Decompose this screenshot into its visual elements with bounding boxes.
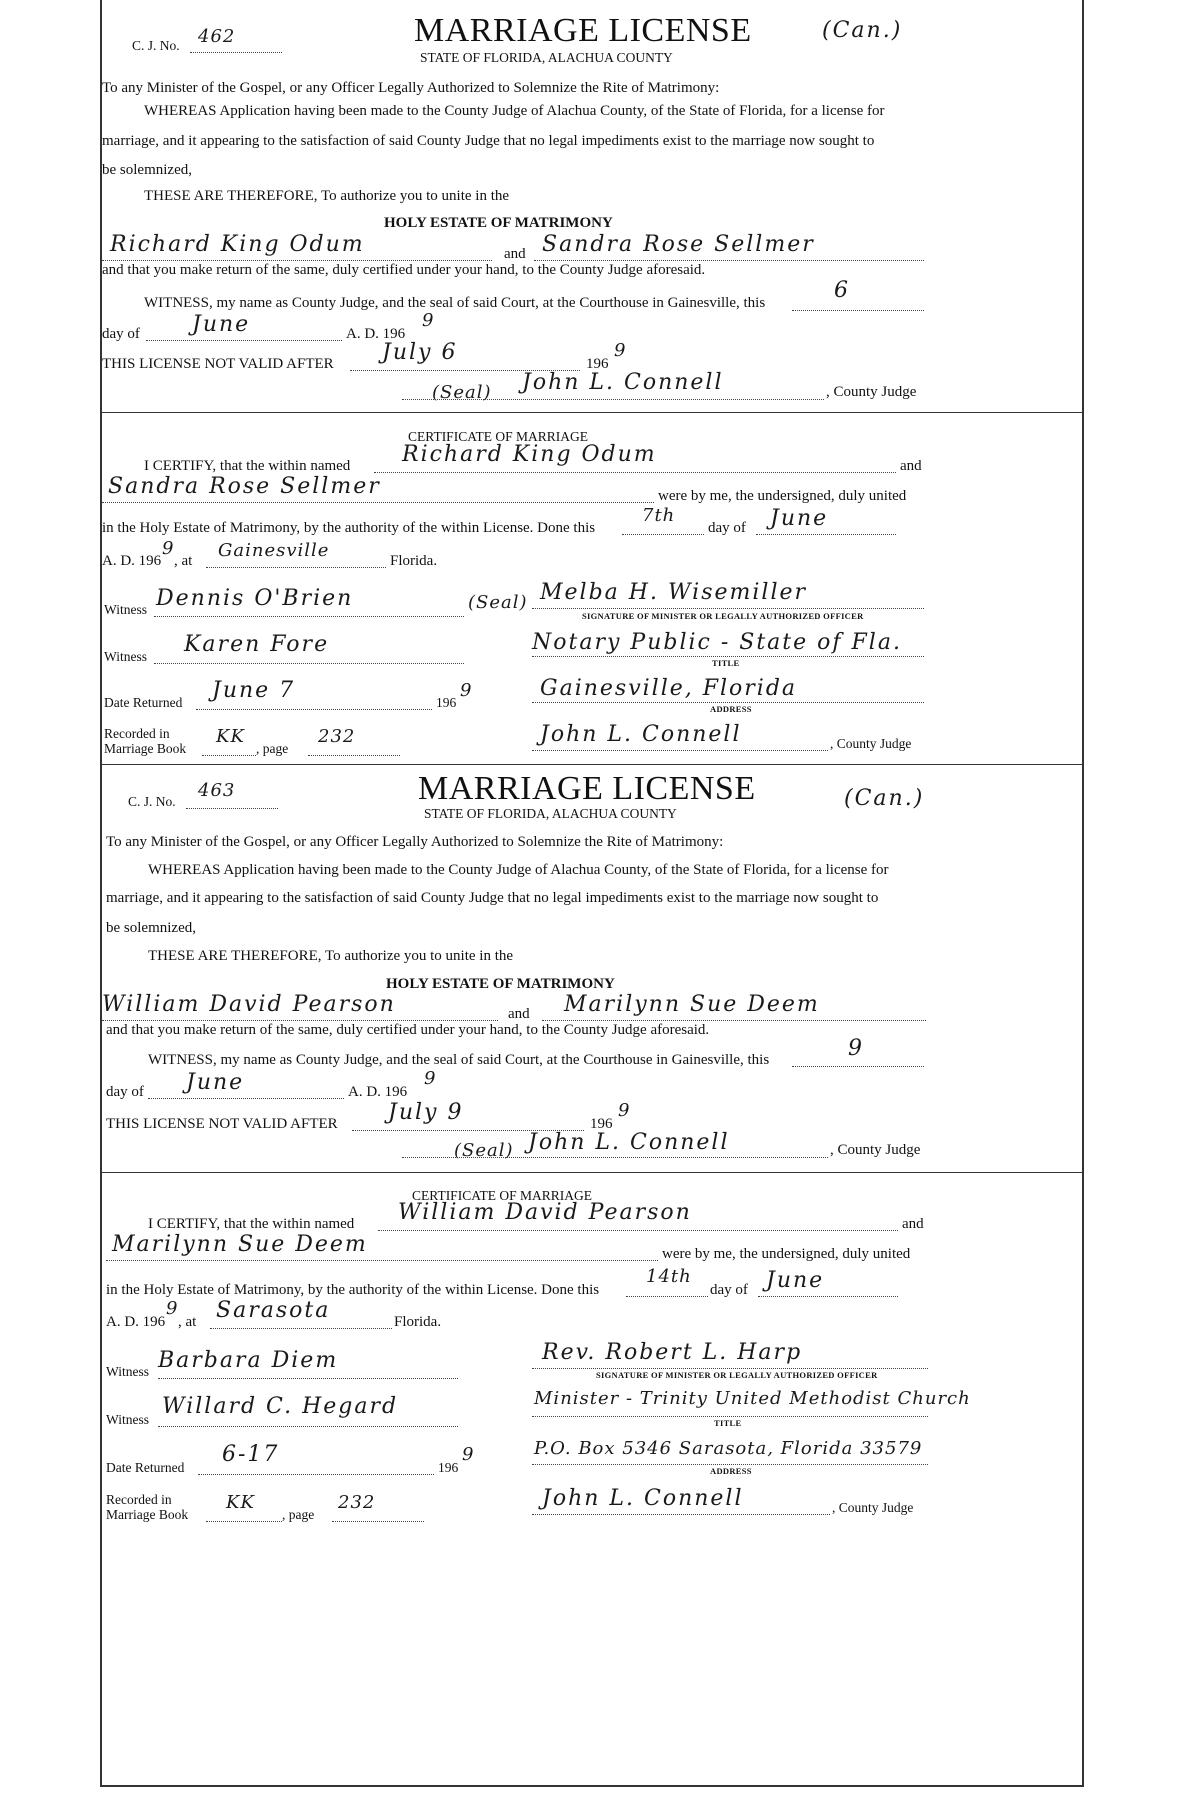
holy-estate-heading: HOLY ESTATE OF MATRIMONY (386, 976, 615, 992)
certify-text: I CERTIFY, that the within named (148, 1216, 355, 1232)
returned-year-digit: 9 (460, 680, 473, 701)
cert-florida-label: Florida. (394, 1314, 442, 1330)
witness-day: 6 (834, 278, 850, 303)
not-valid-year-label: 196 (590, 1116, 613, 1132)
ad-label: A. D. 196 (348, 1084, 408, 1100)
title-caption: TITLE (712, 658, 740, 668)
not-valid-date: July 9 (388, 1100, 464, 1125)
day-of-label: day of (106, 1084, 144, 1100)
witness-2-label: Witness (106, 1412, 149, 1427)
cj-label: C. J. No. (128, 794, 176, 809)
witness-day: 9 (848, 1036, 864, 1061)
recorder-signature: John L. Connell (542, 1486, 744, 1511)
book-number: KK (226, 1492, 255, 1513)
not-valid-year-digit: 9 (614, 340, 627, 361)
cert-day: 7th (642, 505, 676, 526)
page-label: , page (282, 1507, 315, 1522)
cj-number: 462 (198, 26, 236, 47)
cert-and-label: and (902, 1216, 924, 1232)
returned-year-label: 196 (438, 1460, 459, 1475)
united-text: were by me, the undersigned, duly united (662, 1246, 911, 1262)
officer-caption: SIGNATURE OF MINISTER OR LEGALLY AUTHORIZED OFFICER (596, 1370, 878, 1380)
cert-groom-name: William David Pearson (398, 1200, 692, 1225)
cert-place: Sarasota (216, 1298, 331, 1323)
certificate-title: CERTIFICATE OF MARRIAGE (408, 429, 588, 444)
cert-year-digit: 9 (162, 538, 175, 559)
witness-1-label: Witness (106, 1364, 149, 1379)
recorded-label-1: Recorded in (104, 726, 170, 741)
record-page (100, 0, 1084, 1787)
holy-estate-heading: HOLY ESTATE OF MATRIMONY (384, 215, 613, 231)
county-judge-label: , County Judge (830, 1142, 921, 1158)
certificate-title: CERTIFICATE OF MARRIAGE (412, 1188, 592, 1203)
cert-bride-name: Marilynn Sue Deem (112, 1232, 368, 1257)
and-label: and (504, 246, 526, 262)
page-label: , page (256, 741, 289, 756)
judge-seal: (Seal) (432, 382, 492, 403)
page-number: 232 (338, 1492, 376, 1513)
officer-signature: Rev. Robert L. Harp (542, 1340, 803, 1365)
license-month: June (186, 1070, 245, 1095)
license-year-digit: 9 (422, 310, 435, 331)
judge-signature: John L. Connell (528, 1130, 730, 1155)
united-text: were by me, the undersigned, duly united (658, 488, 907, 504)
date-returned-label: Date Returned (104, 695, 183, 710)
addressee-text: To any Minister of the Gospel, or any Officer Legally Authorized to Solemnize the Rite of Matrimony: (106, 834, 724, 850)
witness-1-signature: Barbara Diem (158, 1348, 339, 1373)
license-title: MARRIAGE LICENSE (414, 12, 752, 49)
cert-at-label: , at (178, 1314, 197, 1330)
day-of-label: day of (102, 326, 140, 342)
date-returned: 6-17 (222, 1442, 280, 1467)
return-text: and that you make return of the same, duly certified under your hand, to the County Judge aforesaid. (102, 262, 706, 278)
cert-month: June (770, 506, 829, 531)
therefore-text: THESE ARE THEREFORE, To authorize you to unite in the (144, 188, 510, 204)
estate-text: in the Holy Estate of Matrimony, by the authority of the within License. Done this (102, 520, 596, 536)
witness-2-label: Witness (104, 649, 147, 664)
estate-text: in the Holy Estate of Matrimony, by the authority of the within License. Done this (106, 1282, 600, 1298)
whereas-line-2: marriage, and it appearing to the satisfaction of said County Judge that no legal impediments exist to the marriage now sought to (106, 890, 879, 906)
officer-address: P.O. Box 5346 Sarasota, Florida 33579 (534, 1438, 923, 1459)
groom-name: Richard King Odum (110, 232, 365, 257)
officer-caption: SIGNATURE OF MINISTER OR LEGALLY AUTHORIZED OFFICER (582, 611, 864, 621)
title-caption: TITLE (714, 1418, 742, 1428)
cert-month: June (766, 1268, 825, 1293)
county-judge-label: , County Judge (826, 384, 917, 400)
witness-2-signature: Karen Fore (184, 632, 330, 657)
cert-ad-label: A. D. 196 (106, 1314, 166, 1330)
cj-number: 463 (198, 780, 236, 801)
not-valid-label: THIS LICENSE NOT VALID AFTER (102, 356, 334, 372)
recorder-label: , County Judge (830, 736, 912, 751)
page-number: 232 (318, 726, 356, 747)
witness-1-signature: Dennis O'Brien (156, 586, 354, 611)
witness-seal: (Seal) (468, 592, 528, 613)
address-caption: ADDRESS (710, 1466, 752, 1476)
officer-signature: Melba H. Wisemiller (540, 580, 808, 605)
date-returned: June 7 (212, 678, 296, 703)
witness-1-label: Witness (104, 602, 147, 617)
cert-ad-label: A. D. 196 (102, 553, 162, 569)
witness-text: WITNESS, my name as County Judge, and the seal of said Court, at the Courthouse in Gainesville, this (148, 1052, 770, 1068)
recorder-signature: John L. Connell (540, 722, 742, 747)
therefore-text: THESE ARE THEREFORE, To authorize you to unite in the (148, 948, 514, 964)
cert-day: 14th (646, 1266, 692, 1287)
judge-seal: (Seal) (454, 1140, 514, 1161)
not-valid-date: July 6 (382, 340, 458, 365)
cert-day-of-label: day of (710, 1282, 748, 1298)
not-valid-label: THIS LICENSE NOT VALID AFTER (106, 1116, 338, 1132)
returned-year-digit: 9 (462, 1444, 475, 1465)
bride-name: Sandra Rose Sellmer (542, 232, 815, 257)
cert-and-label: and (900, 458, 922, 474)
corner-note: (Can.) (844, 786, 925, 811)
returned-year-label: 196 (436, 695, 457, 710)
recorded-label-2: Marriage Book (104, 741, 187, 756)
cert-bride-name: Sandra Rose Sellmer (108, 474, 381, 499)
bride-name: Marilynn Sue Deem (564, 992, 820, 1017)
not-valid-year-label: 196 (586, 356, 609, 372)
whereas-line-1: WHEREAS Application having been made to the County Judge of Alachua County, of the State of Florida, for a license for (148, 862, 889, 878)
cert-day-of-label: day of (708, 520, 746, 536)
license-year-digit: 9 (424, 1068, 437, 1089)
date-returned-label: Date Returned (106, 1460, 185, 1475)
whereas-line-3: be solemnized, (102, 162, 192, 178)
cert-place: Gainesville (218, 540, 330, 561)
cert-groom-name: Richard King Odum (402, 442, 657, 467)
witness-text: WITNESS, my name as County Judge, and the seal of said Court, at the Courthouse in Gainesville, this (144, 295, 766, 311)
officer-title: Minister - Trinity United Methodist Church (534, 1388, 971, 1409)
cj-label: C. J. No. (132, 38, 180, 53)
license-subtitle: STATE OF FLORIDA, ALACHUA COUNTY (420, 50, 673, 65)
addressee-text: To any Minister of the Gospel, or any Officer Legally Authorized to Solemnize the Rite of Matrimony: (102, 80, 720, 96)
not-valid-year-digit: 9 (618, 1100, 631, 1121)
recorded-label-2: Marriage Book (106, 1507, 189, 1522)
judge-signature: John L. Connell (522, 370, 724, 395)
cert-at-label: , at (174, 553, 193, 569)
witness-2-signature: Willard C. Hegard (162, 1394, 399, 1419)
corner-note: (Can.) (822, 18, 903, 43)
license-month: June (192, 312, 251, 337)
cert-florida-label: Florida. (390, 553, 438, 569)
whereas-line-2: marriage, and it appearing to the satisfaction of said County Judge that no legal impediments exist to the marriage now sought to (102, 133, 875, 149)
ad-label: A. D. 196 (346, 326, 406, 342)
officer-address: Gainesville, Florida (540, 676, 798, 701)
license-subtitle: STATE OF FLORIDA, ALACHUA COUNTY (424, 806, 677, 821)
return-text: and that you make return of the same, duly certified under your hand, to the County Judge aforesaid. (106, 1022, 710, 1038)
groom-name: William David Pearson (102, 992, 396, 1017)
recorder-label: , County Judge (832, 1500, 914, 1515)
certify-text: I CERTIFY, that the within named (144, 458, 351, 474)
recorded-label-1: Recorded in (106, 1492, 172, 1507)
cert-year-digit: 9 (166, 1298, 179, 1319)
address-caption: ADDRESS (710, 704, 752, 714)
license-title: MARRIAGE LICENSE (418, 770, 756, 807)
book-number: KK (216, 726, 245, 747)
officer-title: Notary Public - State of Fla. (532, 630, 902, 655)
whereas-line-1: WHEREAS Application having been made to the County Judge of Alachua County, of the State of Florida, for a license for (144, 103, 885, 119)
whereas-line-3: be solemnized, (106, 920, 196, 936)
and-label: and (508, 1006, 530, 1022)
